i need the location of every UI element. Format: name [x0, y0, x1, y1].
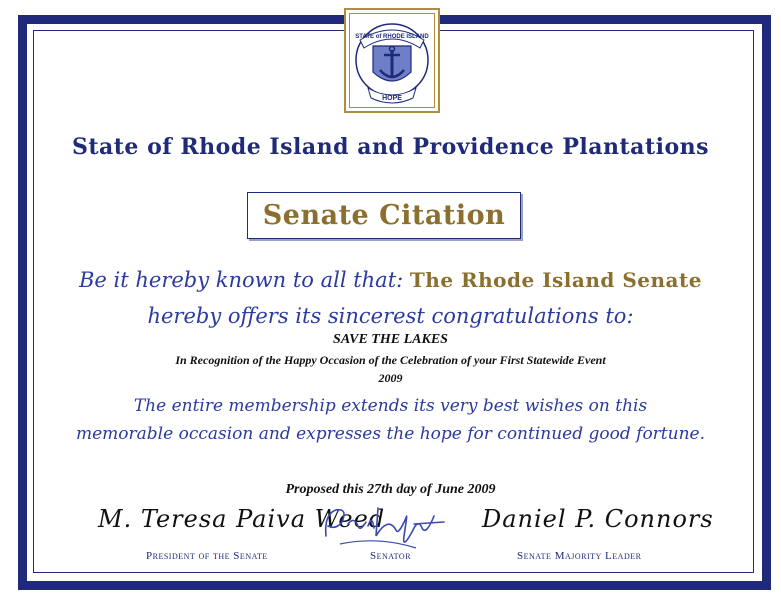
- citation-title: Senate Citation: [262, 200, 506, 231]
- recognition-year: 2009: [378, 371, 403, 385]
- majority-leader-title: Senate Majority Leader: [517, 550, 642, 562]
- state-seal: [344, 8, 440, 113]
- known-line: [0, 268, 781, 292]
- majority-leader-signature: Daniel P. Connors: [482, 505, 714, 533]
- wishes-line-1: The entire membership extends its very best wishes on this: [133, 396, 648, 416]
- anchor-seal-icon: [346, 10, 438, 111]
- senator-title: Senator: [370, 550, 412, 562]
- president-signature: M. Teresa Paiva Weed: [98, 505, 386, 533]
- senator-signature: [318, 496, 453, 558]
- wishes-line-2: memorable occasion and expresses the hope for continued good fortune.: [76, 424, 705, 444]
- offers-line: hereby offers its sincerest congratulations to:: [147, 304, 634, 328]
- known-prefix: Be it hereby known to all that:: [79, 268, 410, 292]
- recipient-name: SAVE THE LAKES: [333, 332, 448, 347]
- state-title: State of Rhode Island and Providence Plantations: [71, 134, 710, 160]
- proposed-date: Proposed this 27th day of June 2009: [285, 482, 496, 497]
- citation-title-box: [247, 192, 521, 239]
- recognition-text: In Recognition of the Happy Occasion of the Celebration of your First Statewide Event: [175, 353, 606, 367]
- seal-banner-top: STATE of RHODE ISLAND: [355, 34, 429, 40]
- known-entity: The Rhode Island Senate: [409, 268, 702, 292]
- seal-banner-bottom: HOPE: [382, 95, 402, 102]
- president-title: President of the Senate: [146, 550, 268, 562]
